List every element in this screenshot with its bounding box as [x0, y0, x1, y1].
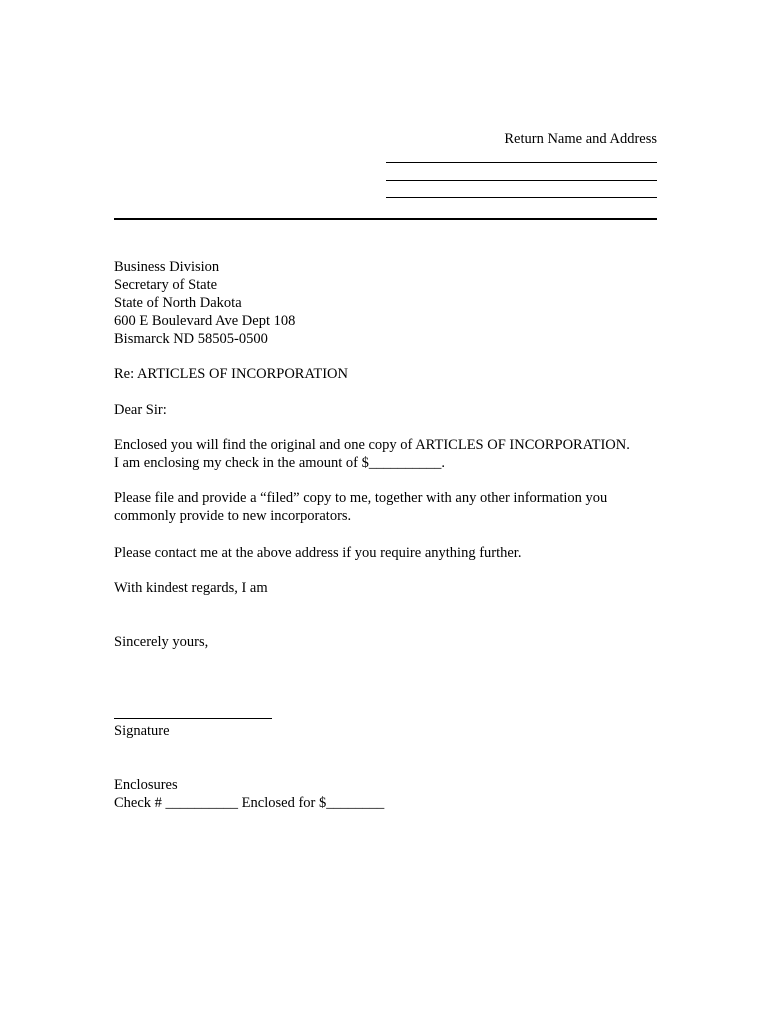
enclosures-section [114, 776, 674, 812]
return-name-address-label: Return Name and Address [504, 131, 657, 147]
return-address-line-3[interactable] [386, 197, 657, 198]
salutation: Dear Sir: [114, 402, 167, 418]
check-enclosed-line: Check # __________ Enclosed for $________ [114, 795, 385, 811]
paragraph-file-request [114, 489, 674, 525]
paragraph-line: commonly provide to new incorporators. [114, 508, 352, 524]
paragraph-contact: Please contact me at the above address if you require anything further. [114, 545, 522, 561]
return-address-line-1[interactable] [386, 162, 657, 163]
subject-line: Re: ARTICLES OF INCORPORATION [114, 366, 348, 382]
paragraph-enclosed [114, 436, 674, 472]
recipient-line: 600 E Boulevard Ave Dept 108 [114, 313, 296, 329]
recipient-line: Bismarck ND 58505-0500 [114, 331, 268, 347]
enclosures-label: Enclosures [114, 777, 178, 793]
header-divider [114, 218, 657, 220]
paragraph-regards: With kindest regards, I am [114, 580, 268, 596]
paragraph-line: Enclosed you will find the original and one copy of ARTICLES OF INCORPORATION. [114, 437, 630, 453]
recipient-line: Business Division [114, 259, 220, 275]
recipient-line: Secretary of State [114, 277, 218, 293]
paragraph-line: I am enclosing my check in the amount of $__________. [114, 455, 446, 471]
signature-line[interactable] [114, 718, 272, 719]
recipient-address [114, 258, 674, 348]
return-address-line-2[interactable] [386, 180, 657, 181]
signature-label: Signature [114, 723, 170, 739]
closing: Sincerely yours, [114, 634, 209, 650]
paragraph-line: Please file and provide a “filed” copy to me, together with any other information you [114, 490, 608, 506]
recipient-line: State of North Dakota [114, 295, 242, 311]
